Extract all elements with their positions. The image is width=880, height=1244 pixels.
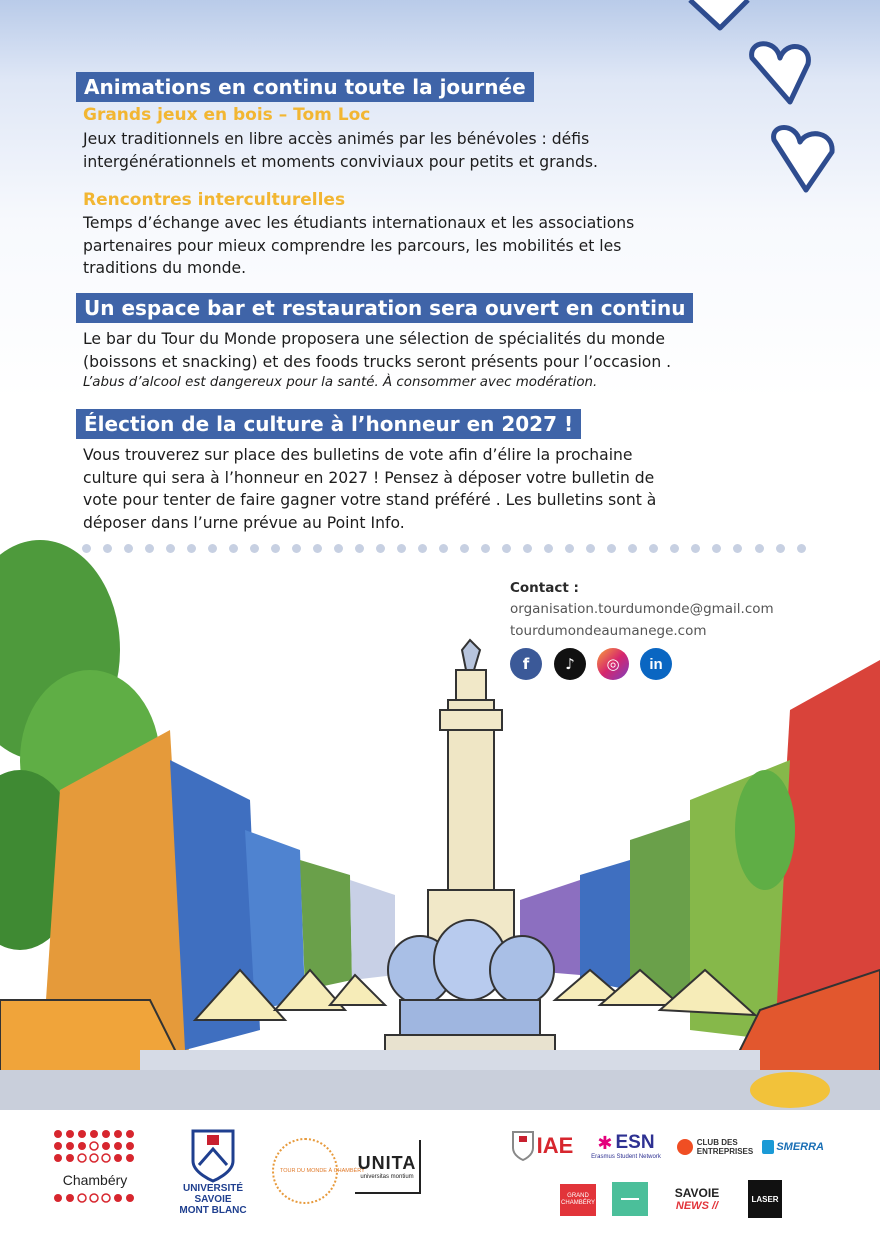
contact-email[interactable]: organisation.tourdumonde@gmail.com: [510, 601, 774, 617]
esn-sub: Erasmus Student Network: [591, 1154, 661, 1160]
separator-dot: [649, 544, 658, 553]
smerra-label: SMERRA: [776, 1141, 824, 1153]
iae-label: IAE: [536, 1133, 574, 1158]
separator-dot: [418, 544, 427, 553]
grand-chambery-line: CHAMBÉRY: [561, 1200, 595, 1206]
esn-star-icon: ✱: [597, 1132, 613, 1154]
separator-dot: [292, 544, 301, 553]
separator-dot: [271, 544, 280, 553]
paragraph-election: [83, 444, 803, 534]
esn-label: ESN: [615, 1132, 655, 1153]
separator-dot: [439, 544, 448, 553]
separator-dot: [334, 544, 343, 553]
text-line: (boissons et snacking) et des foods trucks seront présents pour l’occasion .: [83, 352, 672, 371]
usmb-line: UNIVERSITÉ: [182, 1182, 243, 1194]
savoie-news-logo: [668, 1184, 726, 1214]
separator-dot: [733, 544, 742, 553]
savoie-news-line: SAVOIE: [674, 1185, 720, 1200]
subheading-rencontres: Rencontres interculturelles: [83, 190, 346, 210]
alcohol-warning: L’abus d’alcool est dangereux pour la santé. À consommer avec modération.: [83, 375, 598, 390]
text-line: culture qui sera à l’honneur en 2027 ! Pensez à déposer votre bulletin de: [83, 468, 655, 487]
separator-dot: [628, 544, 637, 553]
separator-dot: [103, 544, 112, 553]
separator-dot: [670, 544, 679, 553]
club-line: CLUB DES: [696, 1138, 738, 1147]
separator-dot: [145, 544, 154, 553]
savoie-news-line: NEWS //: [675, 1199, 719, 1212]
heart-icon: [752, 44, 809, 102]
usmb-line: MONT BLANC: [179, 1204, 247, 1216]
separator-dot: [250, 544, 259, 553]
smerra-square-icon: [762, 1140, 774, 1154]
separator-dot: [565, 544, 574, 553]
text-line: Jeux traditionnels en libre accès animés par les bénévoles : défis: [83, 130, 590, 148]
grand-chambery-logo: [560, 1184, 596, 1216]
separator-dot: [313, 544, 322, 553]
separator-dot: [523, 544, 532, 553]
section-heading-election: Élection de la culture à l’honneur en 2027 !: [76, 409, 581, 439]
iae-logo: [505, 1126, 579, 1166]
section-heading-bar: Un espace bar et restauration sera ouvert en continu: [76, 293, 693, 323]
separator-dot: [166, 544, 175, 553]
usmb-line: SAVOIE: [194, 1193, 232, 1205]
separator-dot: [355, 544, 364, 553]
usmb-shield-icon: [189, 1127, 237, 1183]
grand-chambery-line: GRAND: [567, 1193, 589, 1199]
heart-icon: [690, 0, 748, 28]
subheading-jeux-bois: Grands jeux en bois – Tom Loc: [83, 105, 371, 125]
tour-du-monde-label: TOUR DU MONDE À CHAMBÉRY: [280, 1167, 365, 1174]
facebook-icon[interactable]: f: [510, 648, 542, 680]
separator-dot: [712, 544, 721, 553]
partner-logos: [0, 1110, 880, 1244]
dotted-separator: [82, 544, 806, 554]
text-line: Temps d’échange avec les étudiants internationaux et les associations: [83, 214, 635, 232]
text-line: intergénérationnels et moments conviviaux pour petits et grands.: [83, 152, 598, 171]
text-line: traditions du monde.: [83, 259, 247, 277]
separator-dot: [208, 544, 217, 553]
contact-title: Contact :: [510, 580, 579, 596]
laser-label: LASER: [751, 1194, 779, 1204]
text-line: Le bar du Tour du Monde proposera une sélection de spécialités du monde: [83, 330, 666, 348]
separator-dot: [187, 544, 196, 553]
usmb-logo: [175, 1118, 251, 1224]
contact-website[interactable]: tourdumondeaumanege.com: [510, 623, 707, 639]
grand-lac-logo: [612, 1182, 648, 1216]
separator-dot: [607, 544, 616, 553]
paragraph-rencontres: [83, 212, 803, 280]
separator-dot: [502, 544, 511, 553]
separator-dot: [460, 544, 469, 553]
chambery-logo: [50, 1120, 140, 1216]
separator-dot: [776, 544, 785, 553]
text-line: Vous trouverez sur place des bulletins de vote afin d’élire la prochaine: [83, 446, 633, 464]
iae-shield-icon: [511, 1130, 535, 1162]
chambery-label: Chambéry: [62, 1172, 128, 1188]
grand-lac-wave-icon: [621, 1198, 639, 1200]
unita-label: UNITA: [357, 1152, 417, 1173]
paragraph-jeux-bois: [83, 128, 803, 173]
separator-dot: [797, 544, 806, 553]
instagram-icon[interactable]: ◎: [597, 648, 629, 680]
text-line: vote pour tenter de faire gagner votre stand préféré . Les bulletins sont à: [83, 491, 657, 509]
separator-dot: [82, 544, 91, 553]
separator-dot: [691, 544, 700, 553]
text-line: déposer dans l’urne prévue au Point Info.: [83, 513, 405, 532]
separator-dot: [481, 544, 490, 553]
separator-dot: [124, 544, 133, 553]
text-line: partenaires pour mieux comprendre les parcours, les mobilités et les: [83, 236, 622, 255]
club-entreprises-logo: [672, 1130, 758, 1164]
tiktok-icon[interactable]: ♪: [554, 648, 586, 680]
separator-dot: [397, 544, 406, 553]
smerra-logo: [762, 1132, 824, 1162]
club-line: ENTREPRISES: [696, 1147, 754, 1156]
club-circle-icon: [677, 1139, 693, 1155]
linkedin-icon[interactable]: in: [640, 648, 672, 680]
separator-dot: [229, 544, 238, 553]
separator-dot: [544, 544, 553, 553]
paragraph-bar: [83, 328, 803, 373]
esn-logo: [586, 1126, 666, 1166]
separator-dot: [586, 544, 595, 553]
separator-dot: [376, 544, 385, 553]
chambery-dots-icon-bottom: [52, 1188, 138, 1208]
tour-du-monde-logo: [272, 1138, 365, 1204]
unita-sub: universitas montium: [360, 1173, 414, 1180]
separator-dot: [755, 544, 764, 553]
unita-logo: [355, 1140, 421, 1194]
city-illustration: [0, 530, 880, 1110]
laser-logo: [748, 1180, 782, 1218]
section-heading-animations: Animations en continu toute la journée: [76, 72, 534, 102]
